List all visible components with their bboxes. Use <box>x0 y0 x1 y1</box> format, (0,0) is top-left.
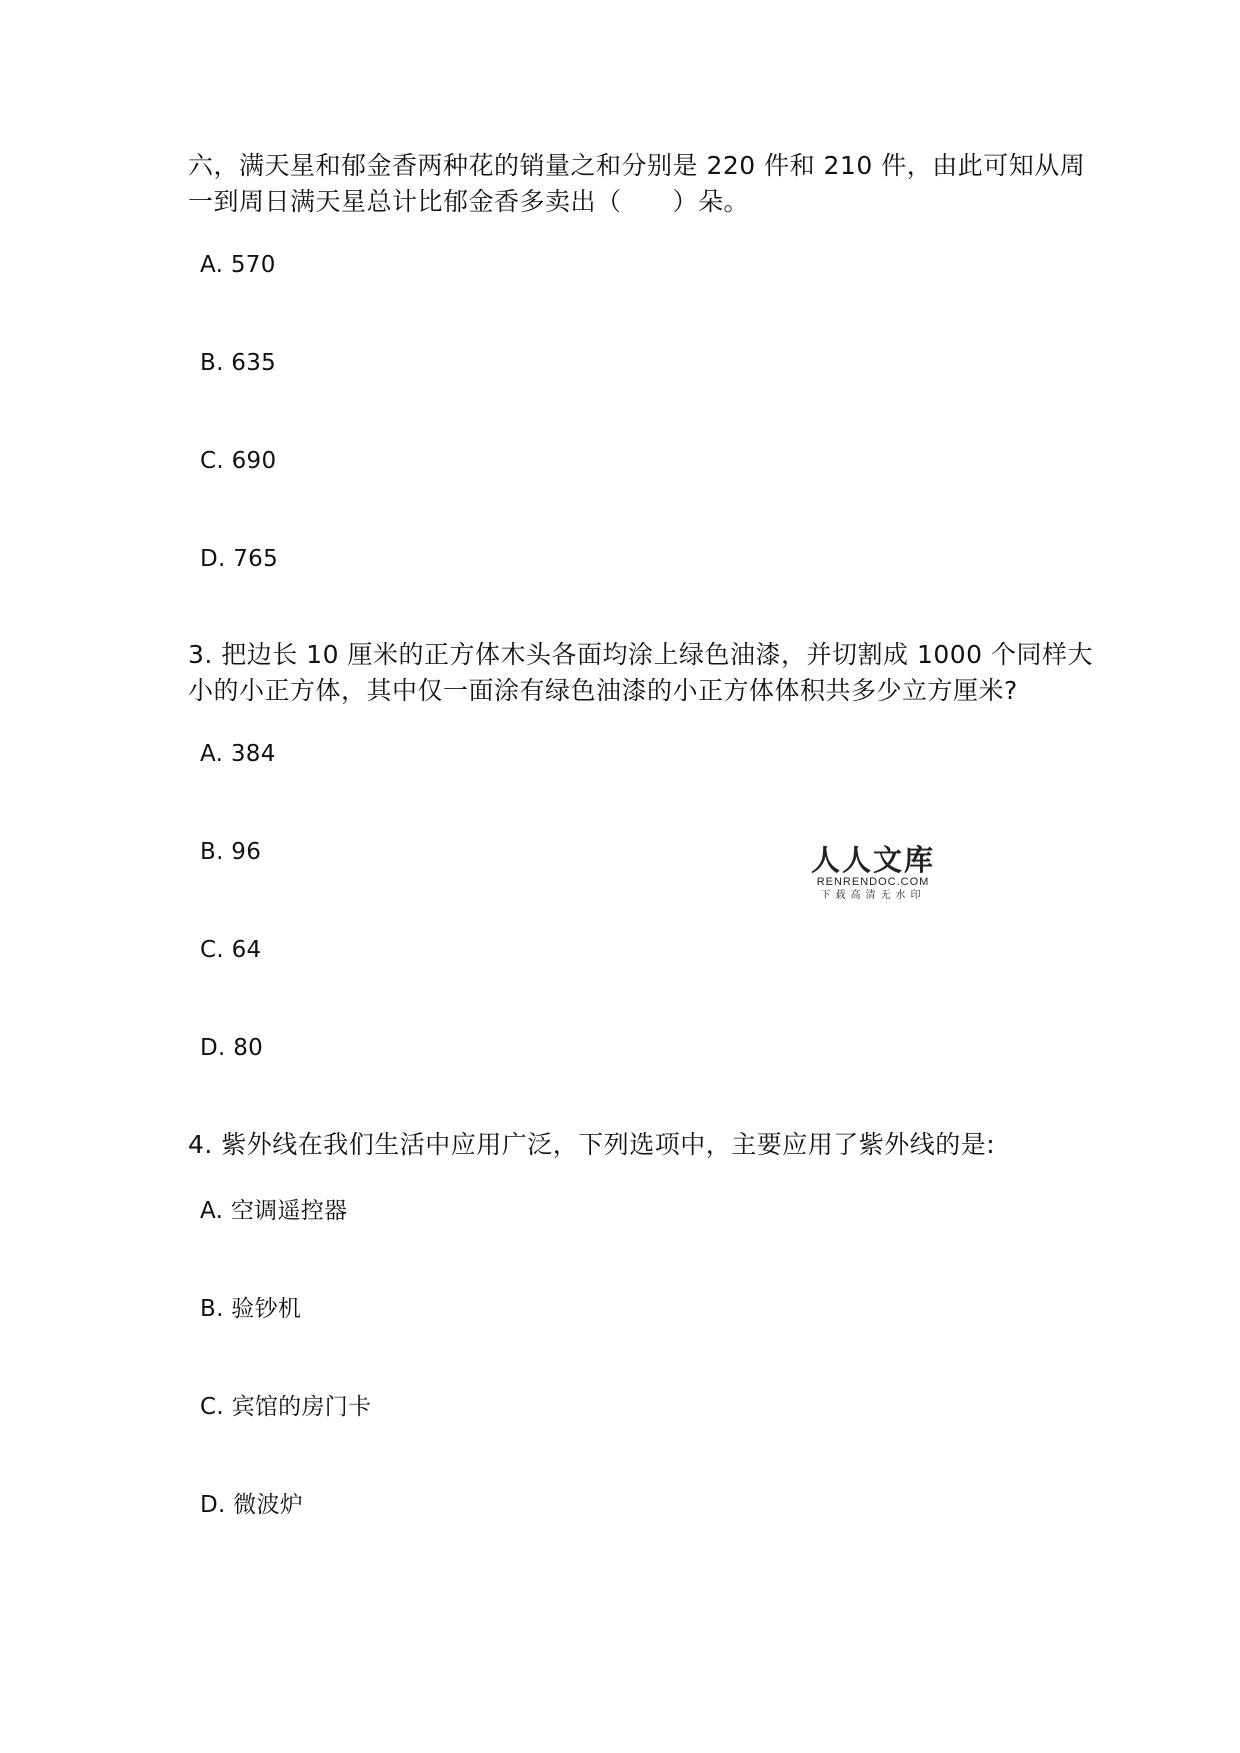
question-stem <box>188 1127 1068 1163</box>
question-stem <box>188 148 1086 220</box>
watermark-logo: 人人文库 <box>810 843 935 877</box>
question-stem-line: 3. 把边长 10 厘米的正方体木头各面均涂上绿色油漆，并切割成 1000 个同样大 <box>188 640 1094 669</box>
answer-option: A. 570 <box>200 252 276 278</box>
watermark-tagline: 下载高清无水印 <box>820 890 926 901</box>
answer-option: B. 验钞机 <box>200 1296 302 1322</box>
answer-option: D. 微波炉 <box>200 1492 304 1518</box>
answer-option: A. 384 <box>200 741 276 767</box>
watermark <box>806 844 940 903</box>
question-stem-line: 小的小正方体，其中仅一面涂有绿色油漆的小正方体体积共多少立方厘米? <box>188 676 1018 705</box>
answer-option: B. 635 <box>200 350 277 376</box>
question-stem-line: 六，满天星和郁金香两种花的销量之和分别是 220 件和 210 件，由此可知从周 <box>188 151 1086 180</box>
answer-option: B. 96 <box>200 839 262 865</box>
answer-option: A. 空调遥控器 <box>200 1198 348 1224</box>
question-stem <box>188 637 1094 709</box>
answer-option: C. 宾馆的房门卡 <box>200 1394 372 1420</box>
answer-option: C. 64 <box>200 937 262 963</box>
answer-option: C. 690 <box>200 448 277 474</box>
answer-option: D. 765 <box>200 546 279 572</box>
watermark-domain: RENRENDOC.COM <box>816 876 930 888</box>
question-stem-line: 4. 紫外线在我们生活中应用广泛，下列选项中，主要应用了紫外线的是: <box>188 1130 996 1159</box>
answer-option: D. 80 <box>200 1035 264 1061</box>
question-stem-line: 一到周日满天星总计比郁金香多卖出（ ）朵。 <box>188 187 750 216</box>
